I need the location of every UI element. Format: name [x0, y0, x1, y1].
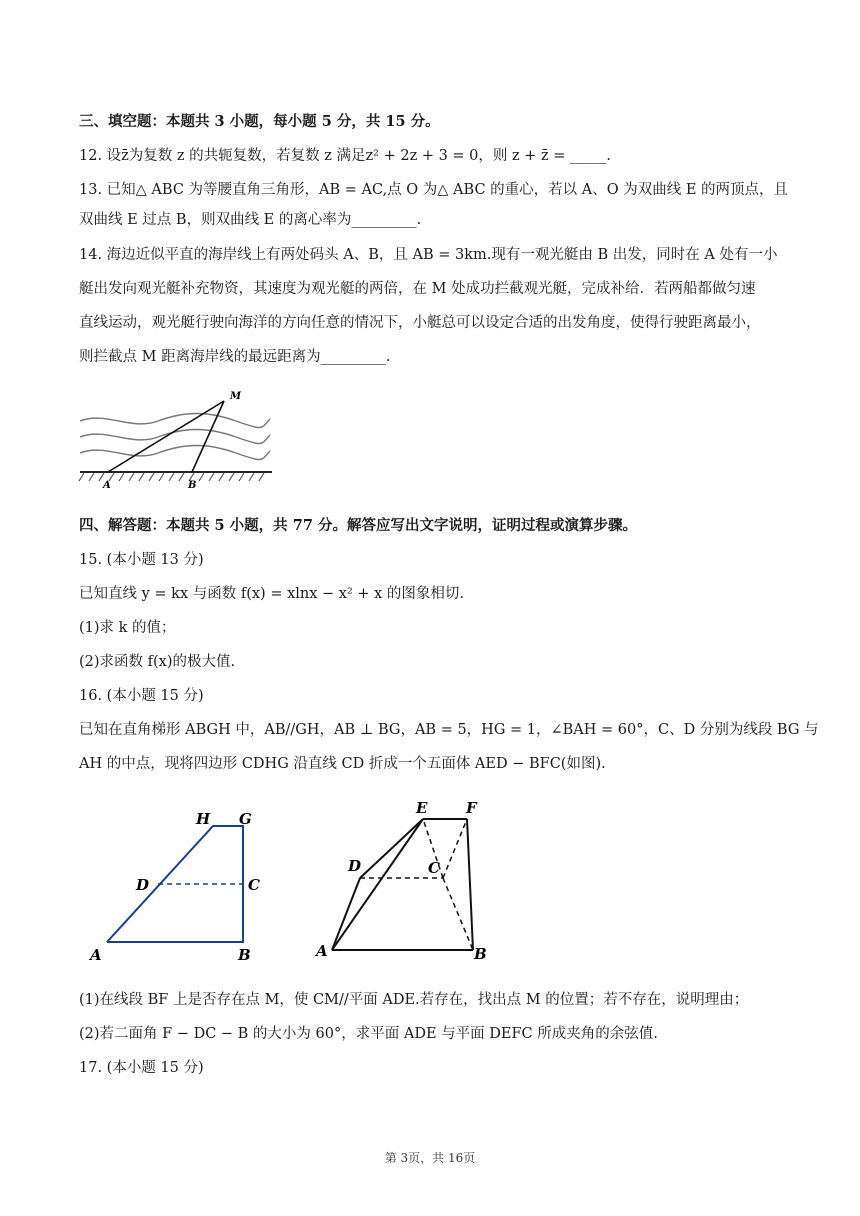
label-A: A	[90, 946, 102, 964]
question-17-title: 17. (本小题 15 分)	[79, 1060, 204, 1076]
question-12: 12. 设z̄为复数 z 的共轭复数，若复数 z 满足z² + 2z + 3 = 0，则 z + z̄ = _____.	[79, 148, 611, 164]
visible-edges	[332, 819, 473, 950]
wave-lines	[80, 414, 270, 460]
coastline-figure	[76, 385, 276, 490]
label-E: E	[416, 799, 428, 817]
page-footer: 第 3页，共 16页	[384, 1151, 476, 1165]
question-16-stem-line1: 已知在直角梯形 ABGH 中，AB//GH，AB ⊥ BG，AB = 5，HG = 1，∠BAH = 60°，C、D 分别为线段 BG 与	[79, 722, 819, 738]
question-13-line2: 双曲线 E 过点 B，则双曲线 E 的离心率为_________.	[79, 212, 422, 228]
label-A: A	[316, 942, 328, 960]
question-15-title: 15. (本小题 13 分)	[79, 552, 204, 568]
label-F: F	[466, 799, 477, 817]
label-D: D	[348, 857, 362, 875]
trapezoid-figure	[86, 808, 266, 968]
label-D: D	[136, 876, 150, 894]
pentahedron-figure	[310, 793, 500, 968]
label-C: C	[428, 859, 440, 877]
question-13-line1: 13. 已知△ ABC 为等腰直角三角形，AB = AC,点 O 为△ ABC 的重心，若以 A、O 为双曲线 E 的两顶点，且	[79, 182, 789, 198]
section3-heading: 三、填空题：本题共 3 小题，每小题 5 分，共 15 分。	[79, 113, 440, 130]
section4-heading: 四、解答题：本题共 5 小题，共 77 分。解答应写出文字说明，证明过程或演算步骤。	[79, 517, 637, 534]
question-15-stem: 已知直线 y = kx 与函数 f(x) = xlnx − x² + x 的图象相切.	[79, 586, 465, 602]
question-15-part2: (2)求函数 f(x)的极大值.	[79, 654, 236, 670]
label-B: B	[188, 480, 197, 490]
question-14-line2: 艇出发向观光艇补充物资，其速度为观光艇的两倍，在 M 处成功拦截观光艇，完成补给．若两船都做匀速	[79, 281, 756, 297]
label-G: G	[239, 810, 252, 828]
question-16-stem-line2: AH 的中点，现将四边形 CDHG 沿直线 CD 折成一个五面体 AED − BFC(如图).	[79, 756, 606, 772]
question-14-line1: 14. 海边近似平直的海岸线上有两处码头 A、B，且 AB = 3km.现有一观光艇由 B 出发，同时在 A 处有一小	[79, 247, 778, 263]
label-A: A	[103, 480, 111, 490]
question-16-part2: (2)若二面角 F − DC − B 的大小为 60°，求平面 ADE 与平面 DEFC 所成夹角的余弦值.	[79, 1026, 658, 1042]
label-M: M	[230, 391, 242, 402]
question-14-line4: 则拦截点 M 距离海岸线的最远距离为_________.	[79, 349, 391, 365]
label-B: B	[474, 945, 487, 963]
question-16-title: 16. (本小题 15 分)	[79, 688, 204, 704]
path-A-to-M	[108, 401, 224, 472]
label-C: C	[248, 876, 260, 894]
question-14-line3: 直线运动，观光艇行驶向海洋的方向任意的情况下，小艇总可以设定合适的出发角度，使得行驶距离最小，	[79, 315, 761, 331]
question-16-part1: (1)在线段 BF 上是否存在点 M，使 CM//平面 ADE.若存在，找出点 M 的位置；若不存在，说明理由；	[79, 992, 749, 1008]
question-15-part1: (1)求 k 的值；	[79, 620, 176, 636]
label-B: B	[238, 946, 251, 964]
label-H: H	[196, 810, 211, 828]
